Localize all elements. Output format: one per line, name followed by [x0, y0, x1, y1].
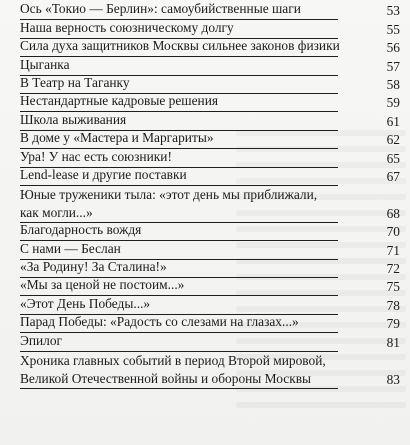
toc-entry-page-number: 75 [386, 279, 400, 295]
toc-entry [20, 186, 400, 223]
toc-entry [20, 296, 400, 314]
toc-entry-title-line: как могли...» [20, 204, 338, 223]
toc-entry [20, 260, 400, 278]
toc-entry-title-line: Эпилог [20, 332, 338, 352]
toc-entry-page-number: 61 [386, 113, 400, 129]
toc-entry-title [20, 74, 364, 94]
toc-entry-page-number: 58 [386, 76, 400, 92]
toc-entry-title [20, 186, 364, 223]
toc-entry [20, 112, 400, 130]
toc-entry-page-number: 68 [386, 205, 400, 221]
toc-entry-title-line: Благодарность вождя [20, 221, 338, 241]
toc-entry [20, 20, 400, 38]
toc-entry-title [20, 19, 364, 39]
toc-entry [20, 315, 400, 333]
toc-entry-title [20, 352, 364, 389]
toc-entry [20, 333, 400, 351]
toc-entry-page-number: 78 [386, 297, 400, 313]
toc-entry-title [20, 276, 364, 296]
toc-entry-title-line: Lend-lease и другие поставки [20, 166, 338, 186]
toc-entry [20, 76, 400, 94]
toc-entry [20, 57, 400, 75]
toc-entry-page-number: 70 [386, 224, 400, 240]
toc-entry [20, 241, 400, 259]
toc-entry-title [20, 166, 364, 186]
toc-entry-page-number: 71 [386, 242, 400, 258]
toc-entry-page-number: 56 [386, 40, 400, 56]
toc-entry-title-line: Цыганка [20, 56, 338, 76]
toc-entry-title [20, 258, 364, 278]
toc-entry-title [20, 295, 364, 315]
toc-entry-page-number: 83 [386, 371, 400, 387]
toc-entry-page-number: 67 [386, 168, 400, 184]
toc-entry-title [20, 37, 364, 57]
toc-entry-title-line: В доме у «Мастера и Маргариты» [20, 129, 338, 149]
toc-entry-title [20, 111, 364, 131]
toc-entry-title-line: Сила духа защитников Москвы сильнее законов физики [20, 37, 338, 57]
toc-entry-page-number: 65 [386, 150, 400, 166]
toc-entry-title-line: Нестандартные кадровые решения [20, 92, 338, 112]
toc-entry [20, 131, 400, 149]
toc-entry [20, 39, 400, 57]
toc-entry [20, 223, 400, 241]
toc-entry-title [20, 332, 364, 352]
toc-entry-title [20, 56, 364, 76]
toc-entry-title-line: Великой Отечественной войны и обороны Москвы [20, 370, 338, 389]
toc-entry-page-number: 55 [386, 21, 400, 37]
toc-entry-page-number: 72 [386, 261, 400, 277]
toc-entry [20, 2, 400, 20]
toc-entry-title [20, 313, 364, 333]
toc-entry-title [20, 240, 364, 260]
toc-entry-page-number: 81 [386, 334, 400, 350]
toc-entry-page-number: 59 [386, 95, 400, 111]
toc-entry [20, 278, 400, 296]
toc-entry-title [20, 221, 364, 241]
toc-entry-page-number: 62 [386, 132, 400, 148]
toc-entry-title-line: «За Родину! За Сталина!» [20, 258, 338, 278]
toc-entry-title-line: Ура! У нас есть союзники! [20, 148, 338, 168]
toc-entry-title-line: Ось «Токио — Берлин»: самоубийственные шаги [20, 0, 338, 20]
toc-entry-page-number: 53 [386, 3, 400, 19]
toc-entry-title [20, 129, 364, 149]
toc-entry-title-line: Парад Победы: «Радость со слезами на глазах...» [20, 313, 338, 333]
toc-entry [20, 94, 400, 112]
toc-entry-title-line: Наша верность союзническому долгу [20, 19, 338, 39]
toc-entry-title [20, 92, 364, 112]
toc-entry-page-number: 79 [386, 316, 400, 332]
toc-entry-title-line: В Театр на Таганку [20, 74, 338, 94]
toc-entry-title [20, 0, 364, 20]
toc-entry-title-line: Хроника главных событий в период Второй мировой, [20, 352, 326, 368]
toc-entry-title-line: С нами — Беслан [20, 240, 338, 260]
toc-entry-title-line: Юные труженики тыла: «этот день мы приближали, [20, 186, 318, 202]
toc-entry-title-line: «Мы за ценой не постоим...» [20, 276, 338, 296]
toc-entry-page-number: 57 [386, 58, 400, 74]
toc-entry-title-line: Школа выживания [20, 111, 338, 131]
table-of-contents [20, 2, 400, 389]
toc-entry-title-line: «Этот День Победы...» [20, 295, 338, 315]
toc-entry [20, 168, 400, 186]
toc-entry [20, 149, 400, 167]
toc-entry [20, 352, 400, 389]
toc-entry-title [20, 148, 364, 168]
